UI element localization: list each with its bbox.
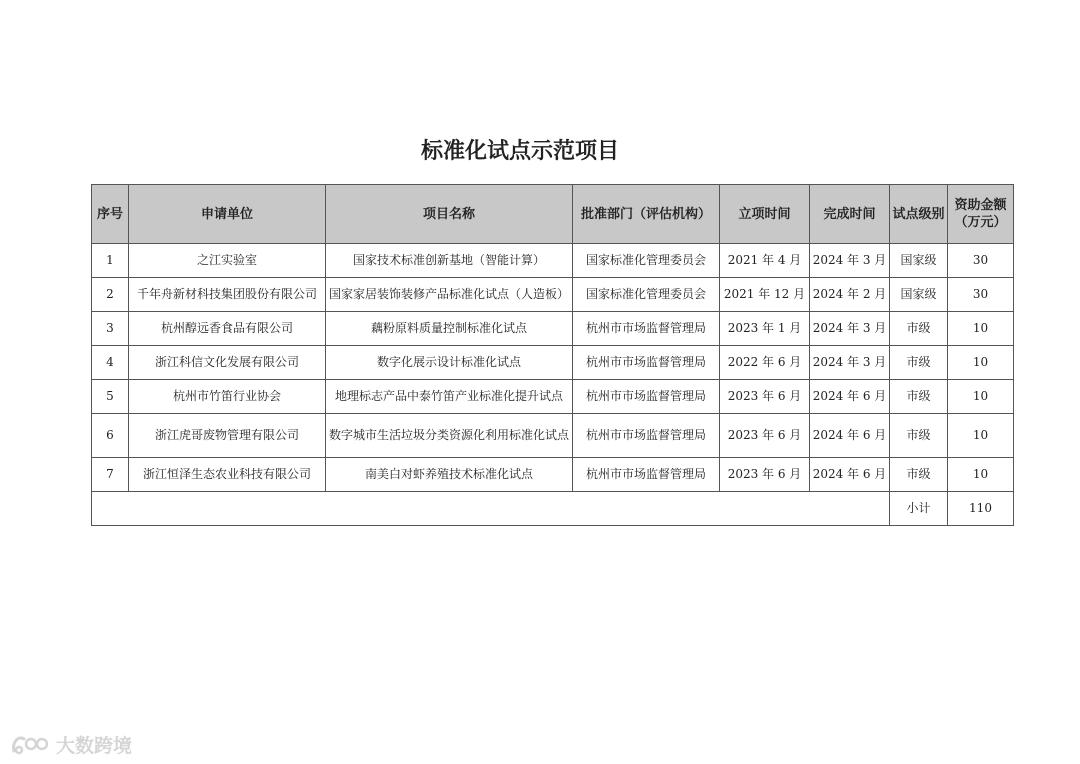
cell-funding: 10 xyxy=(948,414,1014,458)
cell-end-date: 2024 年 3 月 xyxy=(810,346,890,380)
cell-applicant: 浙江虎哥废物管理有限公司 xyxy=(129,414,326,458)
cell-approving-dept: 杭州市市场监督管理局 xyxy=(573,346,720,380)
cell-project-name: 南美白对虾养殖技术标准化试点 xyxy=(326,458,573,492)
cell-funding: 10 xyxy=(948,380,1014,414)
cell-approving-dept: 杭州市市场监督管理局 xyxy=(573,312,720,346)
cell-start-date: 2023 年 6 月 xyxy=(720,380,810,414)
header-applicant: 申请单位 xyxy=(129,185,326,244)
page-title: 标准化试点示范项目 xyxy=(420,139,619,164)
cell-applicant: 之江实验室 xyxy=(129,244,326,278)
header-end-date: 完成时间 xyxy=(810,185,890,244)
table-row xyxy=(92,380,1014,414)
cell-level: 国家级 xyxy=(890,244,948,278)
subtotal-row xyxy=(92,492,1014,526)
table-row xyxy=(92,278,1014,312)
table-row xyxy=(92,346,1014,380)
cell-end-date: 2024 年 6 月 xyxy=(810,414,890,458)
cell-end-date: 2024 年 6 月 xyxy=(810,380,890,414)
header-index: 序号 xyxy=(92,185,129,244)
cell-approving-dept: 国家标准化管理委员会 xyxy=(573,278,720,312)
header-start-date: 立项时间 xyxy=(720,185,810,244)
header-funding: 资助金额（万元） xyxy=(948,185,1014,244)
cell-project-name: 数字化展示设计标准化试点 xyxy=(326,346,573,380)
cell-approving-dept: 杭州市市场监督管理局 xyxy=(573,380,720,414)
cell-end-date: 2024 年 3 月 xyxy=(810,312,890,346)
cell-index: 6 xyxy=(92,414,129,458)
cell-level: 市级 xyxy=(890,380,948,414)
cell-level: 市级 xyxy=(890,414,948,458)
cell-funding: 30 xyxy=(948,244,1014,278)
cell-project-name: 国家家居装饰装修产品标准化试点（人造板） xyxy=(326,278,573,312)
header-project-name: 项目名称 xyxy=(326,185,573,244)
subtotal-value: 110 xyxy=(948,492,1014,526)
cell-start-date: 2023 年 1 月 xyxy=(720,312,810,346)
cell-project-name: 藕粉原料质量控制标准化试点 xyxy=(326,312,573,346)
watermark xyxy=(10,730,132,758)
header-level: 试点级别 xyxy=(890,185,948,244)
cell-start-date: 2021 年 12 月 xyxy=(720,278,810,312)
cell-funding: 10 xyxy=(948,346,1014,380)
cell-start-date: 2022 年 6 月 xyxy=(720,346,810,380)
cell-applicant: 浙江恒泽生态农业科技有限公司 xyxy=(129,458,326,492)
cell-index: 7 xyxy=(92,458,129,492)
cell-level: 市级 xyxy=(890,458,948,492)
cell-start-date: 2023 年 6 月 xyxy=(720,458,810,492)
cell-project-name: 地理标志产品中泰竹笛产业标准化提升试点 xyxy=(326,380,573,414)
cell-applicant: 杭州醇远香食品有限公司 xyxy=(129,312,326,346)
table-row xyxy=(92,312,1014,346)
cell-index: 4 xyxy=(92,346,129,380)
cell-index: 3 xyxy=(92,312,129,346)
cell-index: 2 xyxy=(92,278,129,312)
cell-funding: 10 xyxy=(948,312,1014,346)
cell-applicant: 杭州市竹笛行业协会 xyxy=(129,380,326,414)
table-row xyxy=(92,458,1014,492)
cell-applicant: 千年舟新材科技集团股份有限公司 xyxy=(129,278,326,312)
cell-index: 1 xyxy=(92,244,129,278)
cell-approving-dept: 杭州市市场监督管理局 xyxy=(573,458,720,492)
cell-level: 市级 xyxy=(890,346,948,380)
cell-funding: 10 xyxy=(948,458,1014,492)
projects-table xyxy=(91,184,1014,526)
brand-logo-icon xyxy=(10,731,52,757)
cell-applicant: 浙江科信文化发展有限公司 xyxy=(129,346,326,380)
cell-approving-dept: 杭州市市场监督管理局 xyxy=(573,414,720,458)
cell-index: 5 xyxy=(92,380,129,414)
cell-approving-dept: 国家标准化管理委员会 xyxy=(573,244,720,278)
cell-end-date: 2024 年 3 月 xyxy=(810,244,890,278)
cell-level: 国家级 xyxy=(890,278,948,312)
cell-funding: 30 xyxy=(948,278,1014,312)
cell-start-date: 2021 年 4 月 xyxy=(720,244,810,278)
table-header-row xyxy=(92,185,1014,244)
subtotal-label: 小计 xyxy=(890,492,948,526)
cell-project-name: 数字城市生活垃圾分类资源化利用标准化试点 xyxy=(326,414,573,458)
header-approving-dept: 批准部门（评估机构） xyxy=(573,185,720,244)
watermark-text: 大数跨境 xyxy=(56,734,133,757)
subtotal-blank-cell xyxy=(92,492,890,526)
table-row xyxy=(92,414,1014,458)
table-row xyxy=(92,244,1014,278)
cell-start-date: 2023 年 6 月 xyxy=(720,414,810,458)
cell-end-date: 2024 年 6 月 xyxy=(810,458,890,492)
cell-project-name: 国家技术标准创新基地（智能计算） xyxy=(326,244,573,278)
cell-level: 市级 xyxy=(890,312,948,346)
cell-end-date: 2024 年 2 月 xyxy=(810,278,890,312)
